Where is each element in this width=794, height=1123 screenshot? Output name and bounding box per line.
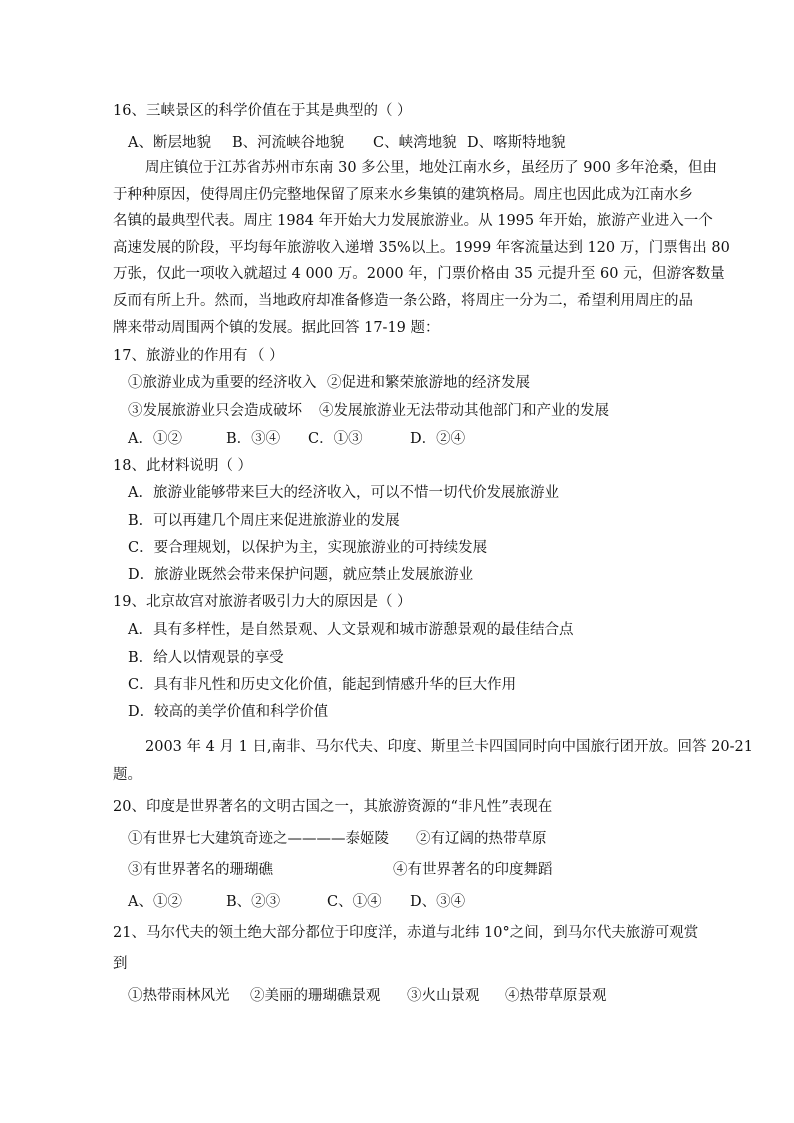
question-17-answer-blank: （ ） bbox=[250, 348, 284, 364]
q20-statement-4: ④有世界著名的印度舞蹈 bbox=[393, 862, 553, 878]
q17-statement-2: ②促进和繁荣旅游地的经济发展 bbox=[327, 375, 530, 391]
question-19-stem: 19、北京故宫对旅游者吸引力大的原因是（ ） bbox=[113, 594, 412, 610]
q19-option-d: D．较高的美学价值和科学价值 bbox=[128, 704, 329, 720]
q16-option-d: D、喀斯特地貌 bbox=[467, 135, 566, 151]
question-21-stem: 21、马尔代夫的领土绝大部分都位于印度洋，赤道与北纬 10°之间，到马尔代夫旅游可观赏 bbox=[113, 925, 699, 941]
q19-option-b: B．给人以情观景的享受 bbox=[128, 650, 284, 666]
q17-option-b: B．③④ bbox=[226, 431, 281, 447]
q21-statement-4: ④热带草原景观 bbox=[505, 988, 607, 1004]
q17-option-d: D．②④ bbox=[410, 431, 466, 447]
q17-statement-4: ④发展旅游业无法带动其他部门和产业的发展 bbox=[319, 403, 609, 419]
passage-2-line: 2003 年 4 月 1 日,南非、马尔代夫、印度、斯里兰卡四国同时向中国旅行团开放。回答 20-21 bbox=[145, 739, 753, 755]
passage-1-line: 于种种原因，使得周庄仍完整地保留了原来水乡集镇的建筑格局。周庄也因此成为江南水乡 bbox=[113, 187, 693, 203]
q21-statement-2: ②美丽的珊瑚礁景观 bbox=[250, 988, 381, 1004]
q20-statement-2: ②有辽阔的热带草原 bbox=[416, 831, 547, 847]
question-18-stem: 18、此材料说明（ ） bbox=[113, 458, 253, 474]
q19-option-a: A．具有多样性，是自然景观、人文景观和城市游憩景观的最佳结合点 bbox=[128, 622, 574, 638]
q16-option-c: C、峡湾地貌 bbox=[373, 135, 457, 151]
q18-option-d: D．旅游业既然会带来保护问题，就应禁止发展旅游业 bbox=[128, 567, 474, 583]
q21-statement-3: ③火山景观 bbox=[407, 988, 480, 1004]
passage-1-line: 周庄镇位于江苏省苏州市东南 30 多公里，地处江南水乡，虽经历了 900 多年沧桑，但由 bbox=[145, 160, 718, 176]
q18-option-c: C．要合理规划，以保护为主，实现旅游业的可持续发展 bbox=[128, 540, 488, 556]
q17-option-a: A．①② bbox=[128, 431, 182, 447]
q19-option-c: C．具有非凡性和历史文化价值，能起到情感升华的巨大作用 bbox=[128, 677, 517, 693]
q18-option-b: B．可以再建几个周庄来促进旅游业的发展 bbox=[128, 513, 400, 529]
passage-1-line: 万张，仅此一项收入就超过 4 000 万。2000 年，门票价格由 35 元提升至 60 元，但游客数量 bbox=[113, 266, 725, 282]
question-20-stem: 20、印度是世界著名的文明古国之一，其旅游资源的“非凡性”表现在 bbox=[113, 799, 553, 815]
passage-2-line: 题。 bbox=[113, 767, 142, 783]
q20-option-c: C、①④ bbox=[327, 894, 382, 910]
q17-option-c: C．①③ bbox=[308, 431, 363, 447]
q18-option-a: A．旅游业能够带来巨大的经济收入，可以不惜一切代价发展旅游业 bbox=[128, 485, 559, 501]
passage-1-line: 高速发展的阶段，平均每年旅游收入递增 35%以上。1999 年客流量达到 120 万，门票售出 80 bbox=[113, 240, 730, 256]
q20-statement-1: ①有世界七大建筑奇迹之————泰姬陵 bbox=[128, 831, 389, 847]
passage-1-line: 牌来带动周围两个镇的发展。据此回答 17-19 题： bbox=[113, 320, 440, 336]
question-17-stem: 17、旅游业的作用有 bbox=[113, 348, 248, 364]
question-16-stem: 16、三峡景区的科学价值在于其是典型的（ ） bbox=[113, 103, 412, 119]
q20-option-a: A、①② bbox=[128, 894, 182, 910]
q17-statement-1: ①旅游业成为重要的经济收入 bbox=[128, 375, 317, 391]
passage-1-line: 反而有所上升。然而，当地政府却准备修造一条公路，将周庄一分为二，希望利用周庄的品 bbox=[113, 293, 693, 309]
q16-option-a: A、断层地貌 bbox=[128, 135, 211, 151]
q17-statement-3: ③发展旅游业只会造成破坏 bbox=[128, 403, 302, 419]
question-21-stem-continued: 到 bbox=[113, 956, 128, 972]
q20-option-d: D、③④ bbox=[410, 894, 466, 910]
q16-option-b: B、河流峡谷地貌 bbox=[232, 135, 345, 151]
passage-1-line: 名镇的最典型代表。周庄 1984 年开始大力发展旅游业。从 1995 年开始，旅游产业进入一个 bbox=[113, 213, 713, 229]
q20-statement-3: ③有世界著名的珊瑚礁 bbox=[128, 862, 273, 878]
q20-option-b: B、②③ bbox=[226, 894, 281, 910]
q21-statement-1: ①热带雨林风光 bbox=[128, 988, 230, 1004]
